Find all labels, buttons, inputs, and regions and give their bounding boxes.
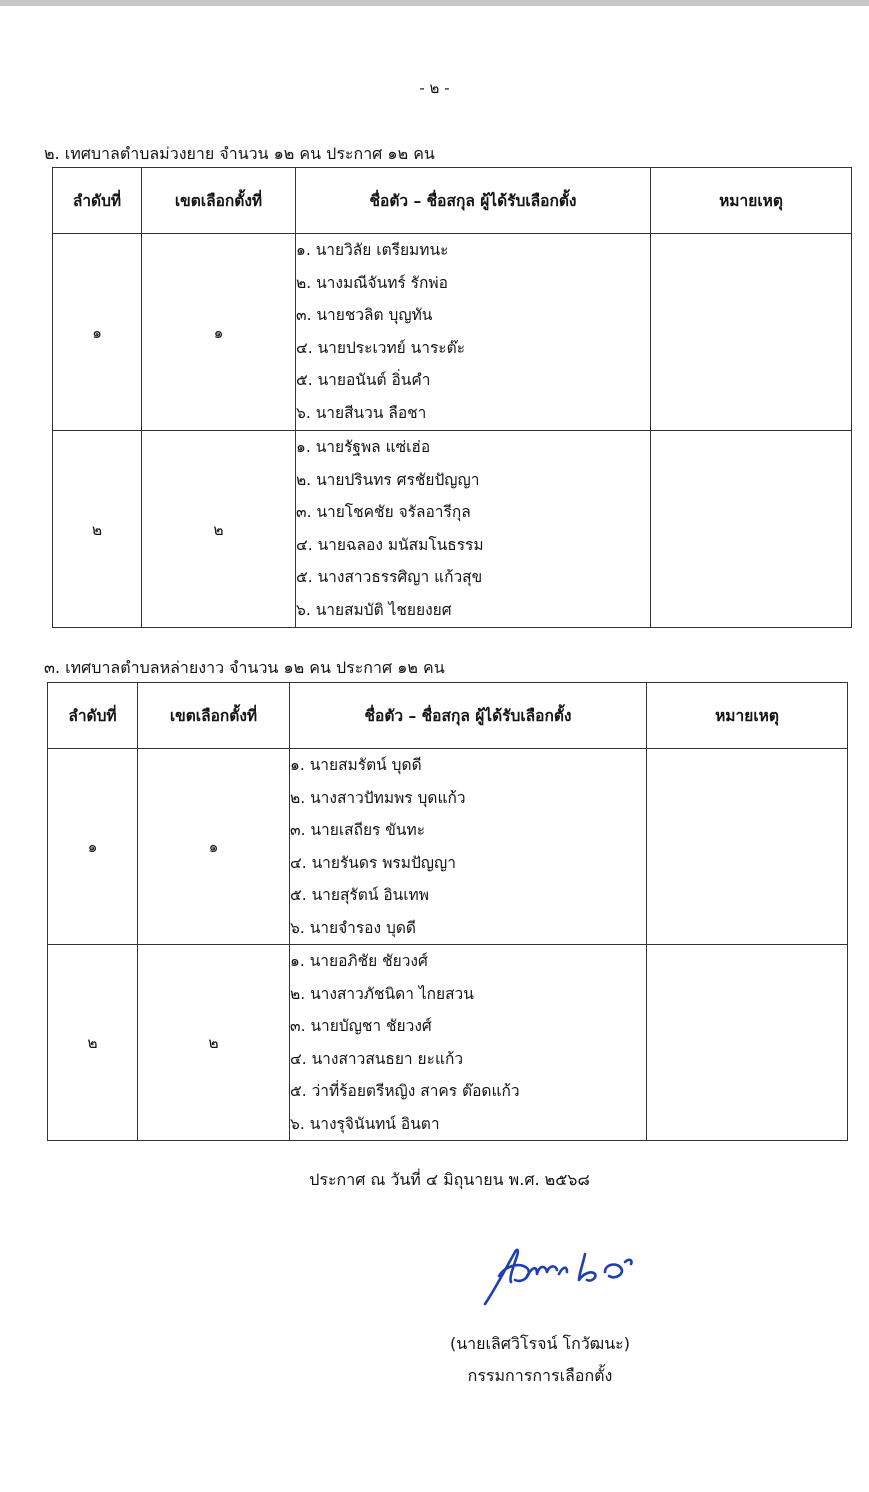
winner-name: ๔. นายรันดร พรมปัญญา — [290, 853, 456, 872]
cell-district: ๒ — [138, 945, 290, 1141]
table-row — [48, 749, 848, 945]
table-row — [53, 431, 852, 628]
table-row — [48, 945, 848, 1141]
cell-district: ๑ — [138, 749, 290, 945]
header-remarks: หมายเหตุ — [651, 168, 852, 234]
cell-names — [296, 234, 651, 431]
table-header-row — [48, 683, 848, 749]
table-row — [53, 234, 852, 431]
cell-order: ๑ — [48, 749, 138, 945]
page-number: - ๒ - — [419, 79, 450, 97]
winner-name: ๓. นายเสถียร ขันทะ — [290, 821, 426, 839]
winner-name: ๕. นางสาวธรรศิญา แก้วสุข — [296, 568, 483, 586]
winner-name: ๑. นายรัฐพล แซ่เฮ่อ — [296, 438, 431, 456]
header-order: ลำดับที่ — [53, 168, 142, 234]
top-edge-bar — [0, 0, 869, 6]
winner-name: ๑. นายวิลัย เตรียมทนะ — [296, 241, 449, 259]
signatory-name: (นายเลิศวิโรจน์ โกวัฒนะ) — [449, 1334, 631, 1353]
cell-district: ๒ — [142, 431, 296, 628]
header-names: ชื่อตัว – ชื่อสกุล ผู้ได้รับเลือกตั้ง — [296, 168, 651, 234]
winner-name: ๖. นายจำรอง บุดดี — [290, 918, 416, 937]
winner-name: ๖. นายสีนวน ลือชา — [296, 403, 427, 422]
cell-remarks — [651, 431, 852, 628]
header-order: ลำดับที่ — [48, 683, 138, 749]
table-header-row — [53, 168, 852, 234]
winner-name: ๑. นายสมรัตน์ บุดดี — [290, 756, 422, 774]
winner-name: ๒. นางสาวปัทมพร บุดแก้ว — [290, 788, 466, 807]
winner-name: ๒. นางสาวภัชนิดา ไกยสวน — [290, 984, 474, 1003]
winner-name: ๔. นายฉลอง มนัสมโนธรรม — [296, 535, 484, 554]
results-table-3 — [47, 682, 848, 1141]
signatory-position: กรรมการการเลือกตั้ง — [467, 1366, 613, 1385]
cell-names — [290, 945, 647, 1141]
header-names: ชื่อตัว – ชื่อสกุล ผู้ได้รับเลือกตั้ง — [290, 683, 647, 749]
results-table-2 — [52, 167, 852, 628]
cell-remarks — [647, 749, 848, 945]
header-district: เขตเลือกตั้งที่ — [142, 168, 296, 234]
cell-order: ๒ — [53, 431, 142, 628]
section-title-3: ๓. เทศบาลตำบลหล่ายงาว จำนวน ๑๒ คน ประกาศ ๑๒ คน — [44, 658, 445, 677]
cell-remarks — [651, 234, 852, 431]
winner-name: ๕. นายอนันต์ อิ่นคำ — [296, 371, 431, 389]
handwritten-signature — [475, 1236, 655, 1316]
cell-names — [296, 431, 651, 628]
winner-name: ๑. นายอภิชัย ชัยวงศ์ — [290, 952, 428, 970]
winner-name: ๔. นางสาวสนธยา ยะแก้ว — [290, 1049, 464, 1068]
cell-order: ๒ — [48, 945, 138, 1141]
section-title-2: ๒. เทศบาลตำบลม่วงยาย จำนวน ๑๒ คน ประกาศ ๑๒ คน — [44, 144, 435, 163]
winner-name: ๖. นางรุจินันทน์ อินตา — [290, 1114, 440, 1133]
announcement-date: ประกาศ ณ วันที่ ๔ มิถุนายน พ.ศ. ๒๕๖๘ — [309, 1170, 590, 1189]
winner-name: ๓. นายโชคชัย จรัลอารีกุล — [296, 503, 471, 521]
winner-name: ๒. นางมณีจันทร์ รักพ่อ — [296, 273, 448, 292]
cell-remarks — [647, 945, 848, 1141]
winner-name: ๓. นายบัญชา ชัยวงศ์ — [290, 1017, 432, 1035]
winner-name: ๕. ว่าที่ร้อยตรีหญิง สาคร ต๊อดแก้ว — [290, 1082, 520, 1100]
cell-order: ๑ — [53, 234, 142, 431]
header-district: เขตเลือกตั้งที่ — [138, 683, 290, 749]
winner-name: ๖. นายสมบัติ ไชยยงยศ — [296, 600, 452, 619]
winner-name: ๓. นายชวลิต บุญทัน — [296, 306, 433, 324]
header-remarks: หมายเหตุ — [647, 683, 848, 749]
winner-name: ๒. นายปรินทร ศรชัยปัญญา — [296, 470, 480, 489]
cell-names — [290, 749, 647, 945]
winner-name: ๕. นายสุรัตน์ อินเทพ — [290, 886, 429, 904]
winner-name: ๔. นายประเวทย์ นาระต๊ะ — [296, 338, 466, 357]
cell-district: ๑ — [142, 234, 296, 431]
